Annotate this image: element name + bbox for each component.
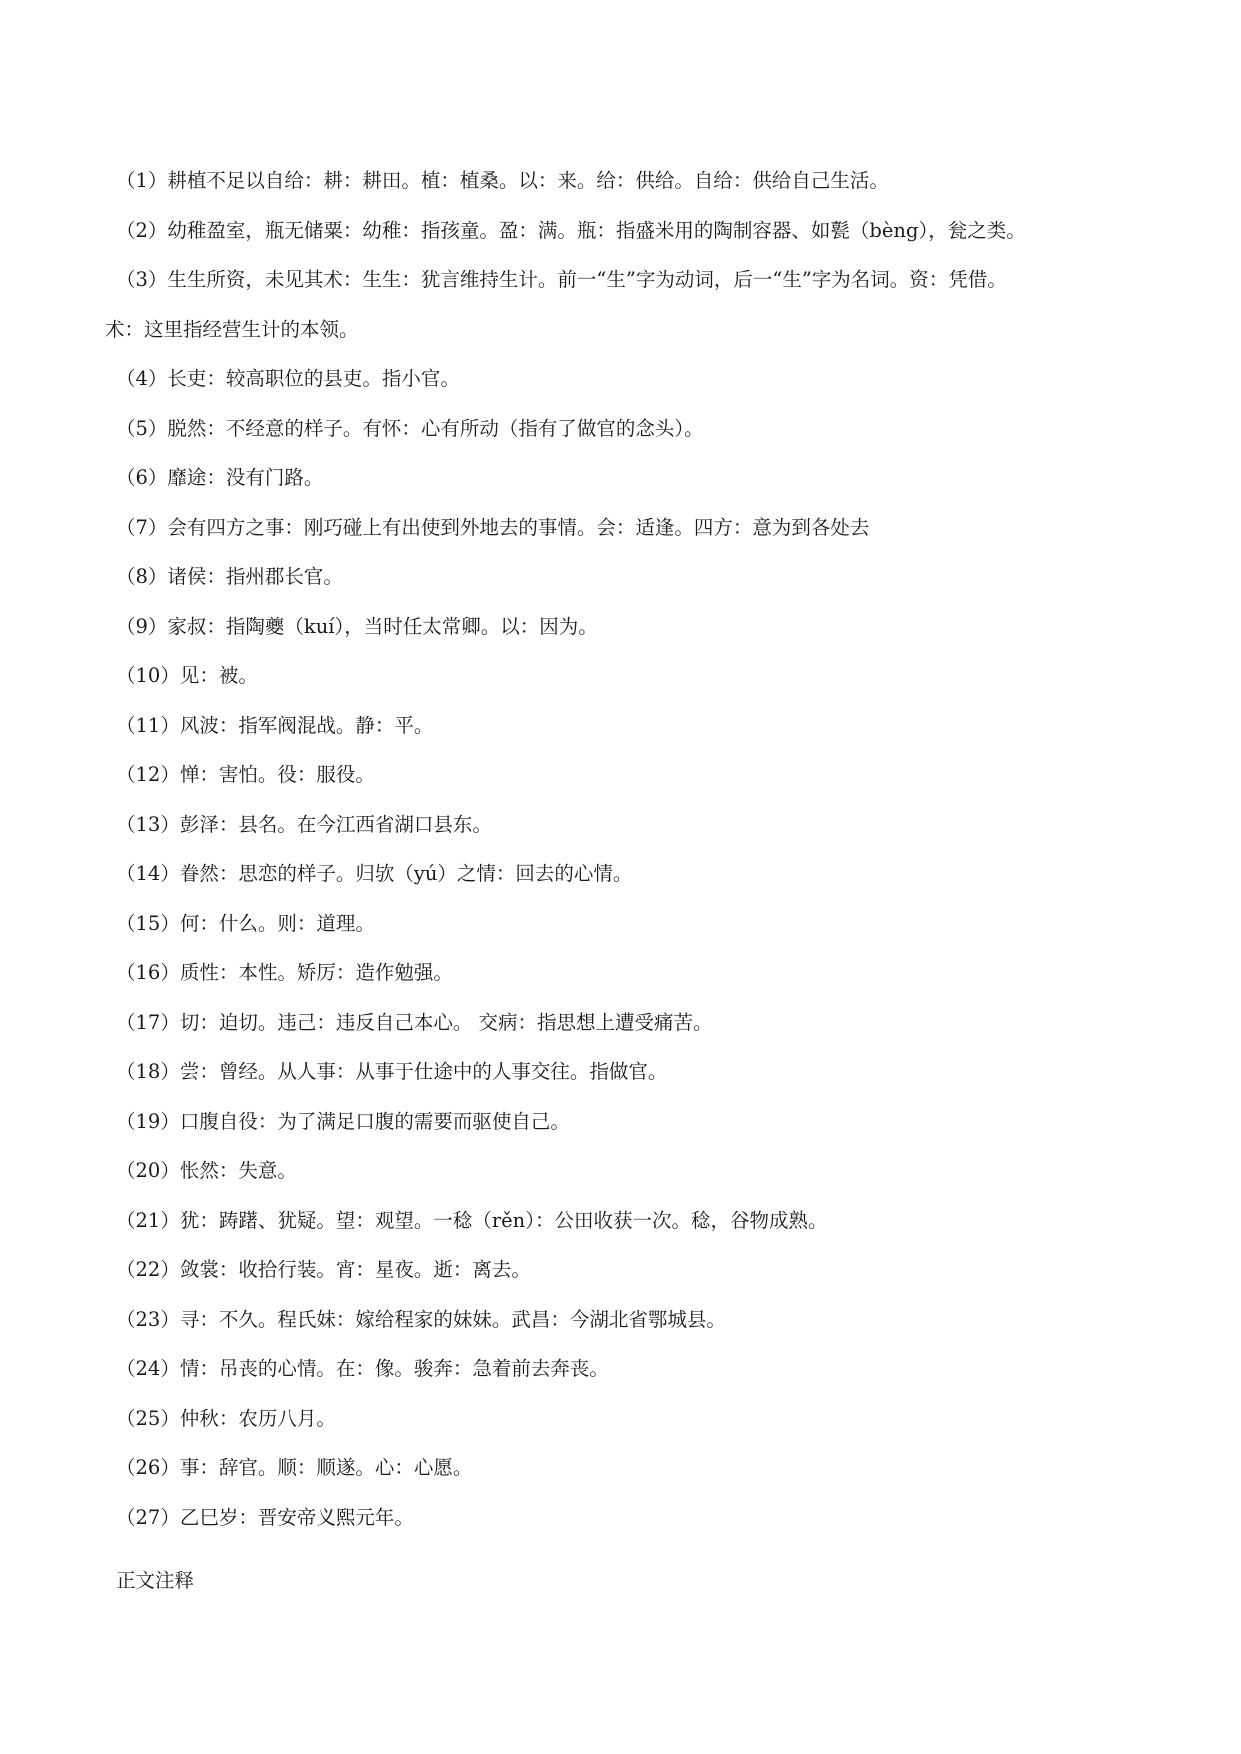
note-8: （8）诸侯：指州郡长官。 — [116, 565, 343, 588]
note-16: （16）质性：本性。矫厉：造作勉强。 — [116, 961, 453, 984]
note-24: （24）情：吊丧的心情。在：像。骏奔：急着前去奔丧。 — [116, 1357, 609, 1380]
note-15: （15）何：什么。则：道理。 — [116, 911, 375, 935]
note-4: （4）长吏：较高职位的县吏。指小官。 — [116, 367, 460, 390]
note-14: （14）眷然：思恋的样子。归欤（yú）之情：回去的心情。 — [116, 862, 633, 885]
note-19: （19）口腹自役：为了满足口腹的需要而驱使自己。 — [116, 1109, 570, 1133]
note-23: （23）寻：不久。程氏妹：嫁给程家的妹妹。武昌：今湖北省鄂城县。 — [116, 1307, 726, 1331]
note-12: （12）惮：害怕。役：服役。 — [116, 763, 375, 786]
note-22: （22）敛裳：收拾行装。宵：星夜。逝：离去。 — [116, 1258, 531, 1281]
note-5: （5）脱然：不经意的样子。有怀：心有所动（指有了做官的念头）。 — [116, 416, 704, 440]
note-10: （10）见：被。 — [116, 664, 258, 687]
note-17: （17）切：迫切。违己：违反自己本心。 交病：指思想上遭受痛苦。 — [116, 1010, 713, 1034]
note-7: （7）会有四方之事：刚巧碰上有出使到外地去的事情。会：适逢。四方：意为到各处去 — [116, 515, 870, 539]
note-18: （18）尝：曾经。从人事：从事于仕途中的人事交往。指做官。 — [116, 1060, 668, 1083]
note-3-line-1: （3）生生所资，未见其术：生生：犹言维持生计。前一“生”字为动词，后一“生”字为名词。资：凭借。 — [116, 268, 1007, 291]
note-3 — [105, 255, 1156, 354]
note-2: （2）幼稚盈室，瓶无储粟：幼稚：指孩童。盈：满。瓶：指盛米用的陶制容器、如甏（bèng），瓮之类。 — [116, 218, 1026, 242]
note-9: （9）家叔：指陶夔（kuí），当时任太常卿。以：因为。 — [116, 614, 598, 638]
note-1: （1）耕植不足以自给：耕：耕田。植：植桑。以：来。给：供给。自给：供给自己生活。 — [116, 169, 889, 192]
note-27: （27）乙巳岁：晋安帝义熙元年。 — [116, 1505, 414, 1529]
note-25: （25）仲秋：农历八月。 — [116, 1406, 336, 1430]
note-6: （6）靡途：没有门路。 — [116, 466, 324, 489]
section-heading: 正文注释 — [116, 1569, 195, 1592]
note-3-continuation: 术：这里指经营生计的本领。 — [105, 317, 359, 341]
note-26: （26）事：辞官。顺：顺遂。心：心愿。 — [116, 1456, 473, 1479]
note-21: （21）犹：踌躇、犹疑。望：观望。一稔（rěn）：公田收获一次。稔，谷物成熟。 — [116, 1208, 828, 1232]
note-13: （13）彭泽：县名。在今江西省湖口县东。 — [116, 812, 492, 836]
note-20: （20）怅然：失意。 — [116, 1159, 297, 1182]
note-11: （11）风波：指军阀混战。静：平。 — [116, 713, 434, 737]
annotation-list — [105, 156, 1156, 1542]
